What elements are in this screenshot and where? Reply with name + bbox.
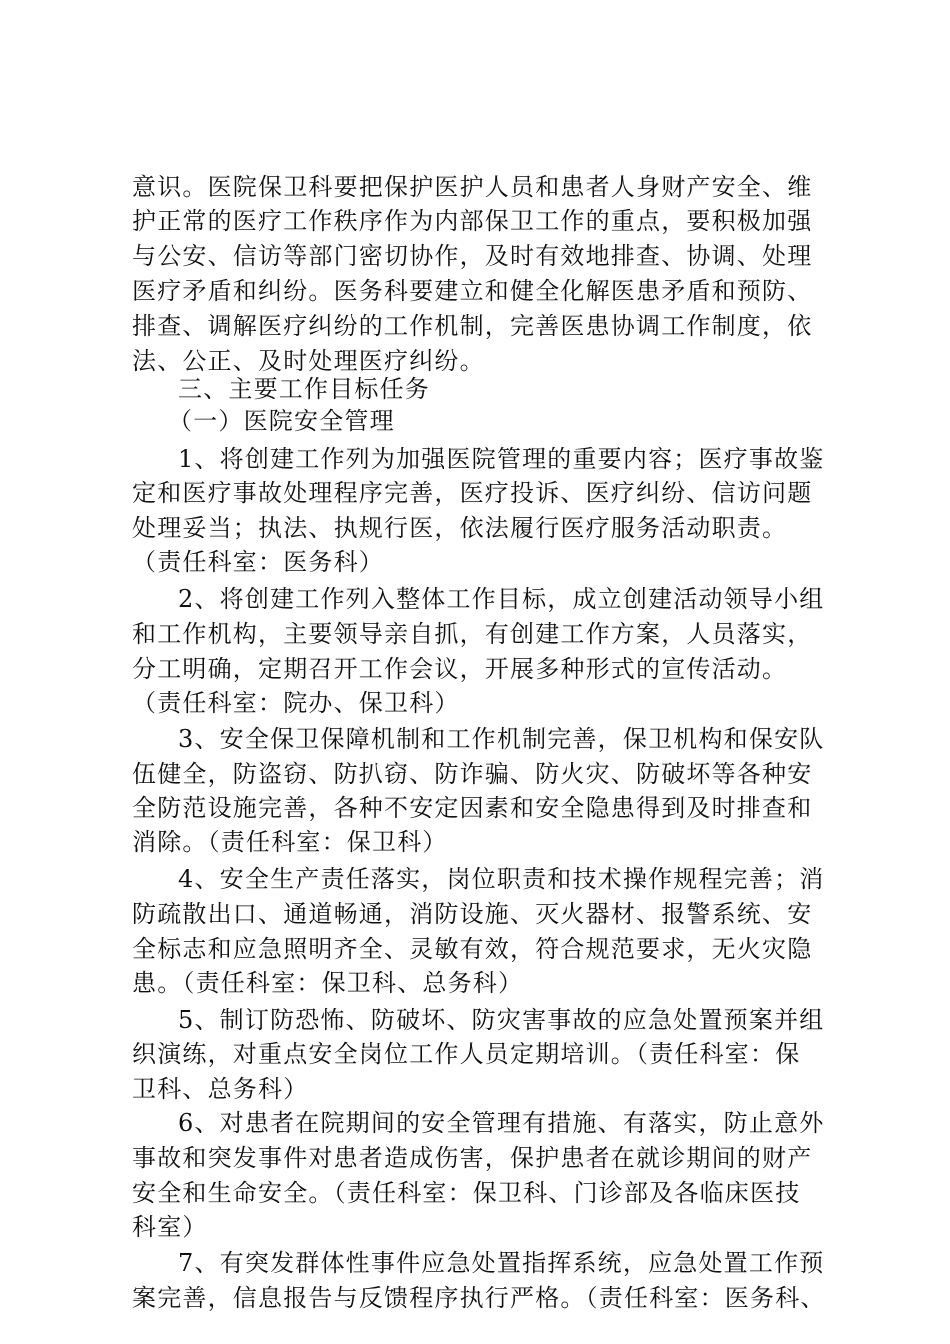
body-text-line: 案完善，信息报告与反馈程序执行严格。（责任科室：医务科、 <box>132 1284 826 1312</box>
body-text-line: 定和医疗事故处理程序完善，医疗投诉、医疗纠纷、信访问题 <box>132 479 813 507</box>
body-text-line: 排查、调解医疗纠纷的工作机制，完善医患协调工作制度，依 <box>132 312 813 340</box>
body-text-line: 织演练，对重点安全岗位工作人员定期培训。（责任科室：保 <box>132 1040 801 1068</box>
body-text-line: 4、安全生产责任落实，岗位职责和技术操作规程完善；消 <box>178 865 825 893</box>
body-text-line: 与公安、信访等部门密切协作，及时有效地排查、协调、处理 <box>132 242 813 270</box>
body-text-line: 事故和突发事件对患者造成伤害，保护患者在就诊期间的财产 <box>132 1144 813 1172</box>
body-text-line: 科室） <box>132 1213 208 1241</box>
body-text-line: 3、安全保卫保障机制和工作机制完善，保卫机构和保安队 <box>178 725 825 753</box>
body-text-line: 处理妥当；执法、执规行医，依法履行医疗服务活动职责。 <box>132 514 788 542</box>
body-text-line: 护正常的医疗工作秩序作为内部保卫工作的重点，要积极加强 <box>132 207 813 235</box>
body-text-line: 患。（责任科室：保卫科、总务科） <box>132 969 524 997</box>
section-heading: 三、主要工作目标任务 <box>178 375 430 403</box>
body-text-line: （责任科室：院办、保卫科） <box>132 689 460 717</box>
body-text-line: 1、将创建工作列为加强医院管理的重要内容；医疗事故鉴 <box>178 445 825 473</box>
body-text-line: 意识。医院保卫科要把保护医护人员和患者人身财产安全、维 <box>132 173 813 201</box>
body-text-line: 全防范设施完善，各种不安定因素和安全隐患得到及时排查和 <box>132 794 813 822</box>
body-text-line: 伍健全，防盗窃、防扒窃、防诈骗、防火灾、防破坏等各种安 <box>132 760 813 788</box>
body-text-line: 卫科、总务科） <box>132 1075 309 1103</box>
body-text-line: 医疗矛盾和纠纷。医务科要建立和健全化解医患矛盾和预防、 <box>132 277 813 305</box>
body-text-line: 消除。（责任科室：保卫科） <box>132 828 448 856</box>
subsection-heading: （一）医院安全管理 <box>168 407 395 435</box>
body-text-line: 防疏散出口、通道畅通，消防设施、灭火器材、报警系统、安 <box>132 900 813 928</box>
body-text-line: 全标志和应急照明齐全、灵敏有效，符合规范要求，无火灾隐 <box>132 935 813 963</box>
body-text-line: 分工明确，定期召开工作会议，开展多种形式的宣传活动。 <box>132 655 788 683</box>
body-text-line: 6、对患者在院期间的安全管理有措施、有落实，防止意外 <box>178 1109 825 1137</box>
body-text-line: 和工作机构，主要领导亲自抓，有创建工作方案，人员落实， <box>132 620 813 648</box>
body-text-line: 法、公正、及时处理医疗纠纷。 <box>132 347 485 375</box>
body-text-line: 5、制订防恐怖、防破坏、防灾害事故的应急处置预案并组 <box>178 1006 825 1034</box>
body-text-line: 2、将创建工作列入整体工作目标，成立创建活动领导小组 <box>178 585 825 613</box>
body-text-line: 安全和生命安全。（责任科室：保卫科、门诊部及各临床医技 <box>132 1179 801 1207</box>
body-text-line: （责任科室：医务科） <box>132 548 384 576</box>
body-text-line: 7、有突发群体性事件应急处置指挥系统，应急处置工作预 <box>178 1249 825 1277</box>
